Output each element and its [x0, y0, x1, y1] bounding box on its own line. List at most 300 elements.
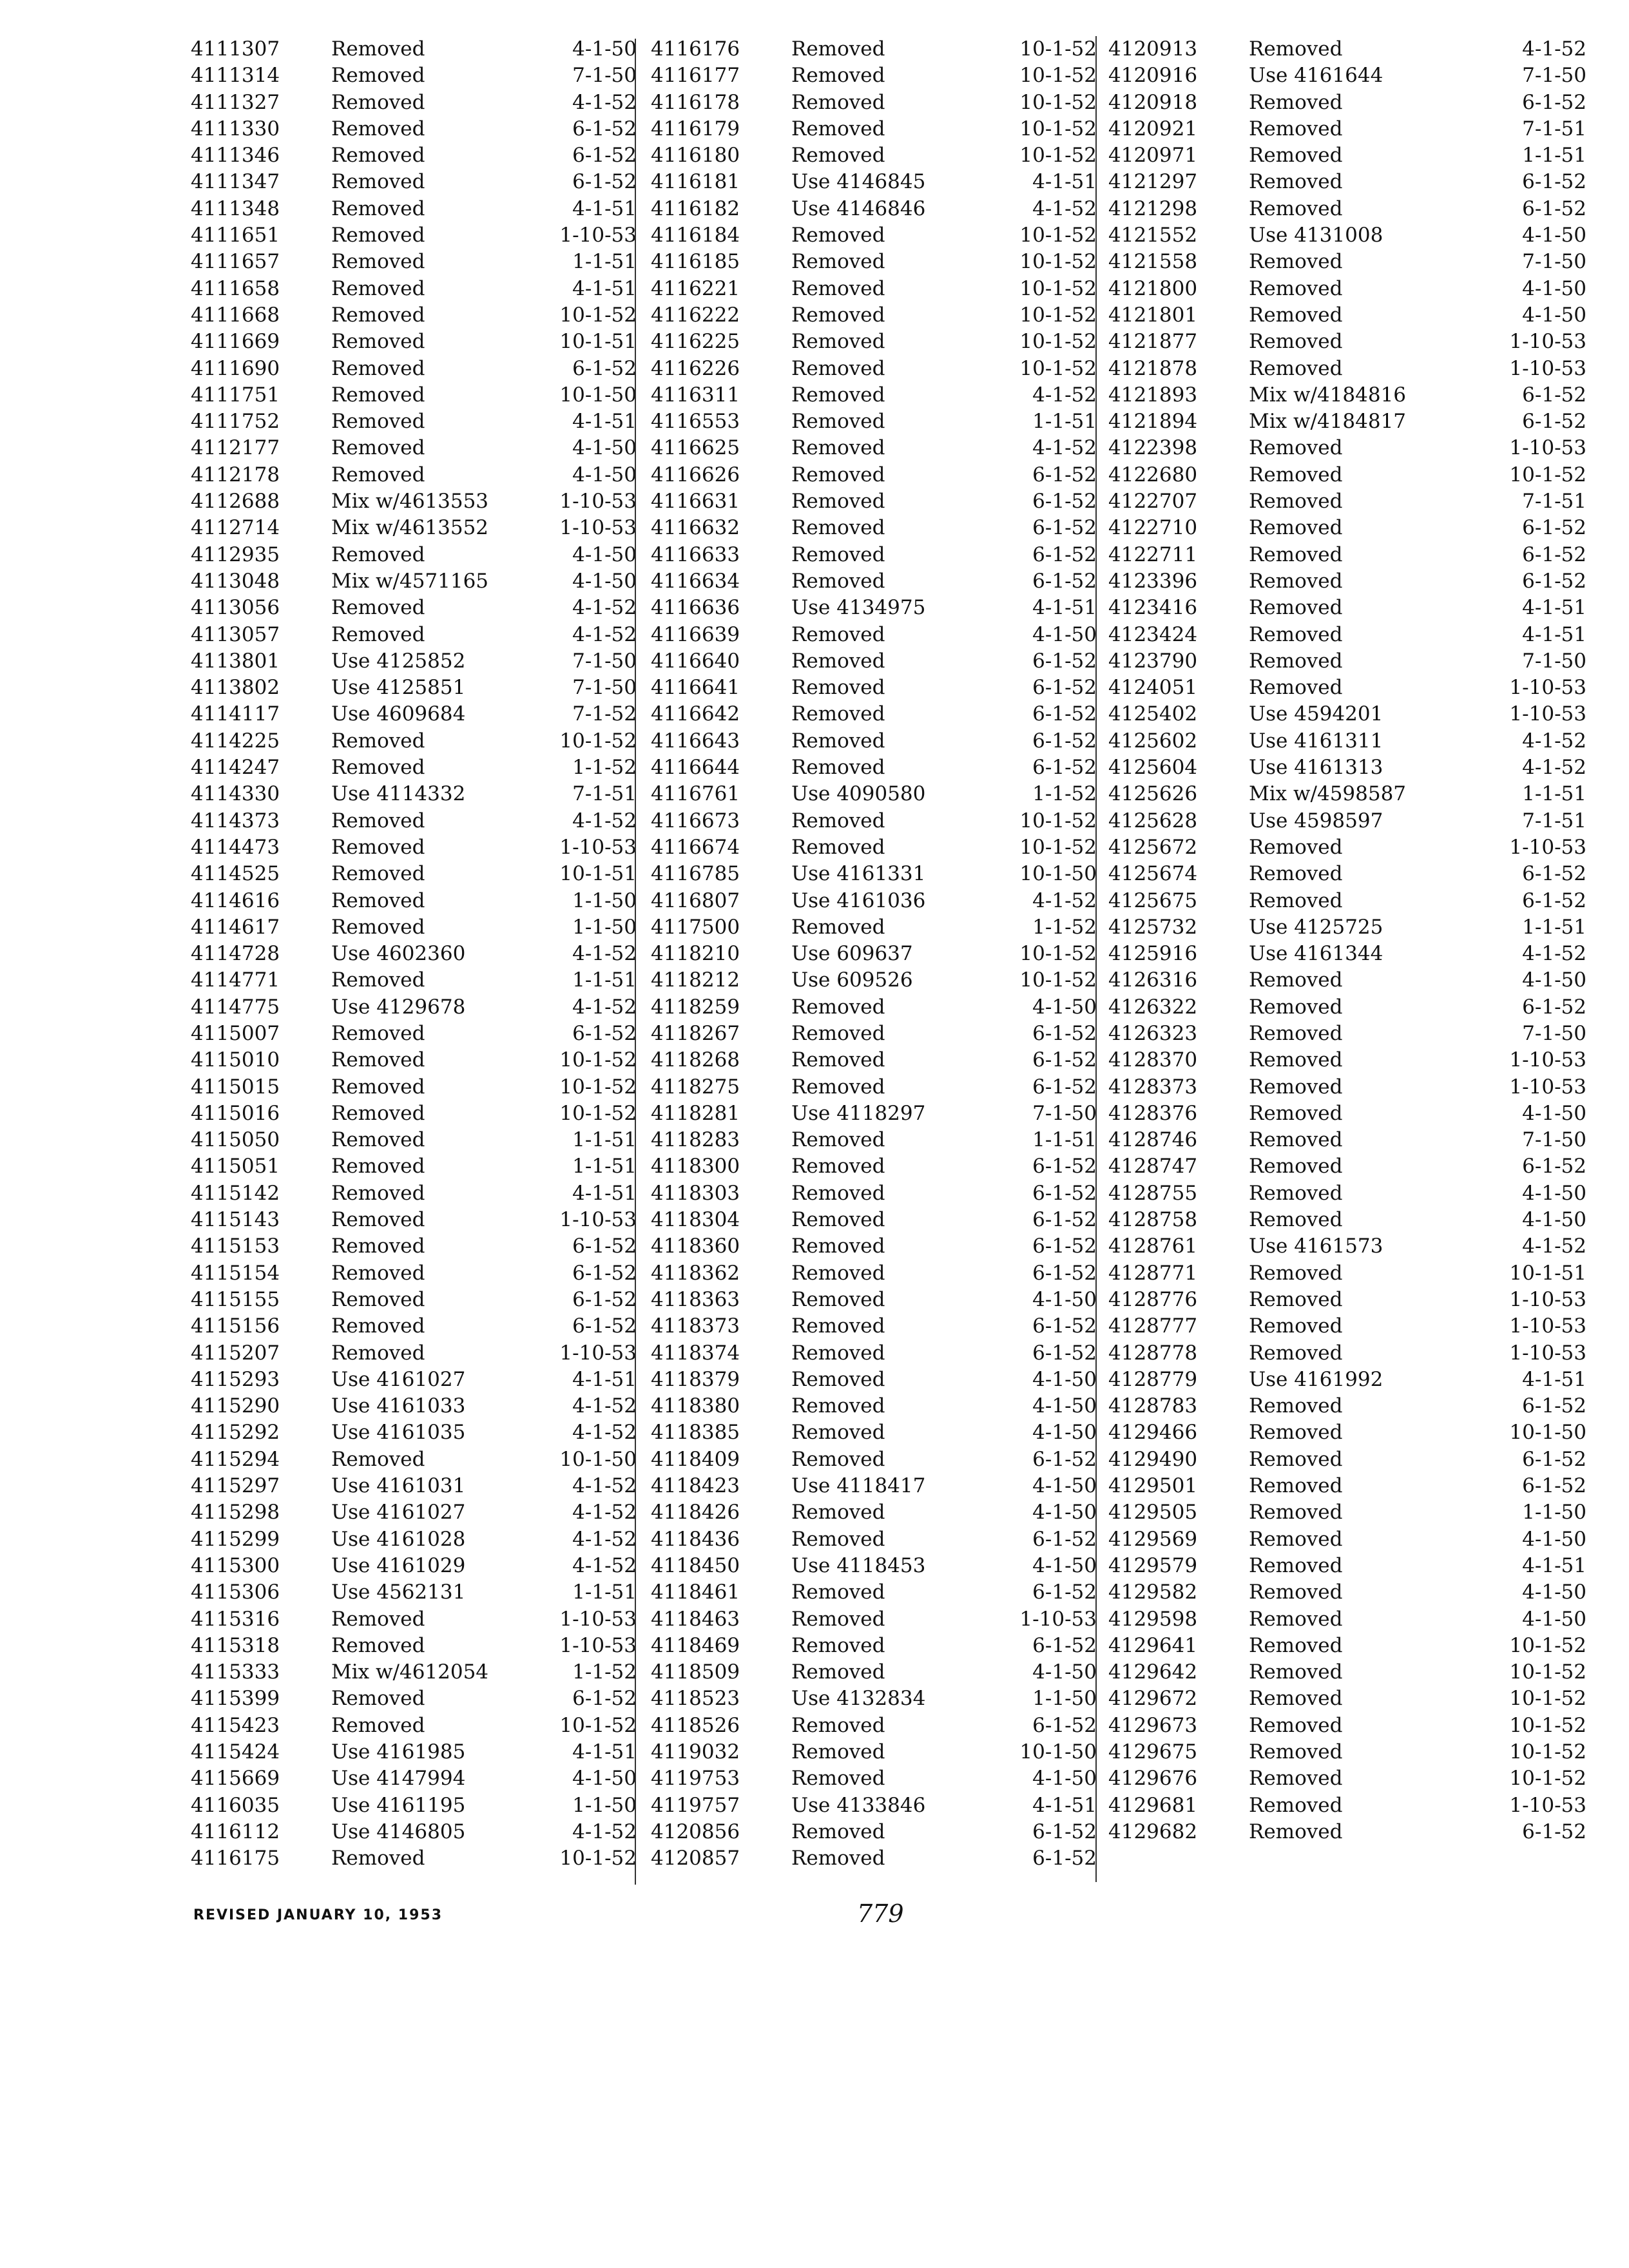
action: Removed — [791, 835, 885, 859]
table-row — [651, 116, 1115, 142]
table-row — [651, 1659, 1115, 1686]
table-row — [191, 90, 655, 116]
effective-date: 4-1-52 — [1032, 383, 1097, 407]
effective-date: 6-1-52 — [572, 1261, 637, 1285]
part-number: 4118267 — [651, 1021, 740, 1045]
table-row — [1108, 1713, 1586, 1739]
effective-date: 4-1-51 — [1032, 170, 1097, 194]
table-row — [1108, 116, 1586, 142]
action: Removed — [331, 1155, 425, 1178]
effective-date: 6-1-52 — [1522, 1820, 1586, 1843]
effective-date: 6-1-52 — [572, 1235, 637, 1258]
part-number: 4118210 — [651, 942, 740, 966]
table-row — [1108, 222, 1586, 249]
table-row — [191, 249, 655, 275]
effective-date: 6-1-52 — [1522, 1447, 1586, 1471]
table-row — [651, 1553, 1115, 1579]
effective-date: 1-10-53 — [1509, 1341, 1586, 1365]
part-number: 4129676 — [1108, 1767, 1198, 1791]
table-row — [651, 675, 1115, 701]
table-row — [651, 169, 1115, 195]
action: Removed — [791, 490, 885, 514]
effective-date: 6-1-52 — [1522, 1394, 1586, 1418]
effective-date: 1-1-51 — [572, 1128, 637, 1152]
part-number: 4129579 — [1108, 1553, 1198, 1577]
action: Removed — [1249, 1181, 1343, 1205]
action: Use 4090580 — [791, 782, 926, 806]
part-number: 4116807 — [651, 889, 740, 912]
part-number: 4118259 — [651, 995, 740, 1019]
table-row — [651, 1074, 1115, 1100]
table-row — [1108, 1419, 1586, 1446]
action: Removed — [1249, 490, 1343, 514]
action: Use 4562131 — [331, 1581, 466, 1604]
part-number: 4118469 — [651, 1633, 740, 1657]
effective-date: 6-1-52 — [1032, 1447, 1097, 1471]
action: Removed — [1249, 1501, 1343, 1524]
action: Mix w/4571165 — [331, 569, 489, 593]
action: Removed — [1249, 1021, 1343, 1045]
part-number: 4116636 — [651, 596, 740, 620]
table-row — [1108, 1633, 1586, 1659]
part-number: 4115299 — [191, 1527, 280, 1551]
table-row — [191, 1127, 655, 1153]
part-number: 4125674 — [1108, 862, 1198, 886]
table-row — [1108, 542, 1586, 568]
effective-date: 1-1-50 — [1522, 1501, 1586, 1524]
part-number: 4116311 — [651, 383, 740, 407]
part-number: 4128761 — [1108, 1235, 1198, 1258]
part-number: 4117500 — [651, 915, 740, 939]
table-row — [651, 90, 1115, 116]
effective-date: 4-1-50 — [1032, 1767, 1097, 1791]
part-number: 4111307 — [191, 37, 280, 61]
effective-date: 6-1-52 — [1032, 1581, 1097, 1604]
effective-date: 6-1-52 — [1032, 1048, 1097, 1072]
part-number: 4116178 — [651, 90, 740, 114]
action: Removed — [331, 90, 425, 114]
part-number: 4129501 — [1108, 1474, 1198, 1498]
effective-date: 4-1-52 — [1522, 756, 1586, 780]
table-row — [191, 408, 655, 435]
table-row — [191, 781, 655, 807]
effective-date: 1-10-53 — [1509, 1048, 1586, 1072]
effective-date: 6-1-52 — [1032, 1235, 1097, 1258]
table-row — [191, 675, 655, 701]
table-row — [191, 515, 655, 541]
part-number: 4116175 — [191, 1847, 280, 1870]
part-number: 4122711 — [1108, 543, 1198, 566]
table-row — [651, 994, 1115, 1021]
effective-date: 10-1-52 — [1019, 330, 1097, 354]
part-number: 4125402 — [1108, 702, 1198, 726]
part-number: 4118463 — [651, 1607, 740, 1631]
part-number: 4128758 — [1108, 1208, 1198, 1232]
action: Use 609526 — [791, 968, 913, 992]
table-row — [1108, 1499, 1586, 1526]
part-number: 4129681 — [1108, 1793, 1198, 1817]
table-row — [651, 36, 1115, 62]
part-number: 4125732 — [1108, 915, 1198, 939]
effective-date: 6-1-52 — [1032, 516, 1097, 540]
effective-date: 4-1-51 — [572, 1181, 637, 1205]
part-number: 4118303 — [651, 1181, 740, 1205]
table-row — [191, 834, 655, 861]
table-row — [1108, 1100, 1586, 1127]
table-row — [1108, 595, 1586, 621]
effective-date: 4-1-50 — [1522, 1101, 1586, 1125]
effective-date: 1-1-52 — [1032, 782, 1097, 806]
effective-date: 4-1-51 — [1522, 1553, 1586, 1577]
action: Removed — [331, 862, 425, 886]
effective-date: 10-1-52 — [559, 1048, 637, 1072]
table-row — [191, 142, 655, 169]
action: Removed — [331, 809, 425, 832]
part-number: 4116184 — [651, 224, 740, 247]
part-number: 4129505 — [1108, 1501, 1198, 1524]
table-row — [651, 701, 1115, 727]
revision-date: REVISED JANUARY 10, 1953 — [193, 1907, 443, 1923]
table-row — [191, 1739, 655, 1765]
action: Use 4129678 — [331, 995, 466, 1019]
table-row — [651, 1207, 1115, 1233]
effective-date: 4-1-50 — [1522, 303, 1586, 327]
part-number: 4124051 — [1108, 676, 1198, 700]
effective-date: 10-1-50 — [1509, 1421, 1586, 1445]
part-number: 4120857 — [651, 1847, 740, 1870]
table-row — [651, 62, 1115, 89]
table-row — [651, 568, 1115, 595]
action: Removed — [791, 1048, 885, 1072]
action: Removed — [791, 330, 885, 354]
table-row — [1108, 1367, 1586, 1393]
action: Use 4161992 — [1249, 1367, 1383, 1391]
part-number: 4119032 — [651, 1740, 740, 1763]
effective-date: 10-1-52 — [1019, 117, 1097, 140]
table-row — [1108, 1606, 1586, 1633]
part-number: 4115015 — [191, 1075, 280, 1099]
table-row — [1108, 967, 1586, 994]
part-number: 4121297 — [1108, 170, 1198, 194]
action: Use 609637 — [791, 942, 913, 966]
effective-date: 10-1-50 — [559, 1447, 637, 1471]
effective-date: 6-1-52 — [572, 117, 637, 140]
table-row — [191, 914, 655, 941]
action: Removed — [331, 1287, 425, 1311]
table-row — [1108, 1207, 1586, 1233]
effective-date: 10-1-50 — [1019, 1740, 1097, 1763]
effective-date: 10-1-51 — [559, 330, 637, 354]
effective-date: 4-1-52 — [572, 622, 637, 646]
part-number: 4115294 — [191, 1447, 280, 1471]
effective-date: 6-1-52 — [1522, 1155, 1586, 1178]
table-row — [651, 382, 1115, 408]
action: Removed — [331, 1235, 425, 1258]
table-row — [1108, 1553, 1586, 1579]
table-row — [651, 1127, 1115, 1153]
effective-date: 1-10-53 — [1509, 676, 1586, 700]
effective-date: 4-1-50 — [572, 1767, 637, 1791]
action: Use 4118297 — [791, 1101, 926, 1125]
part-number: 4116631 — [651, 490, 740, 514]
effective-date: 1-1-51 — [572, 250, 637, 274]
action: Use 4598597 — [1249, 809, 1383, 832]
table-row — [651, 622, 1115, 648]
effective-date: 1-1-51 — [1522, 782, 1586, 806]
part-number: 4116761 — [651, 782, 740, 806]
table-row — [651, 1287, 1115, 1313]
effective-date: 6-1-52 — [572, 1687, 637, 1711]
action: Removed — [331, 276, 425, 300]
action: Removed — [331, 596, 425, 620]
table-row — [1108, 914, 1586, 941]
part-number: 4123790 — [1108, 649, 1198, 673]
action: Use 4131008 — [1249, 224, 1383, 247]
table-row — [191, 329, 655, 355]
part-number: 4113057 — [191, 622, 280, 646]
effective-date: 6-1-52 — [1032, 1314, 1097, 1338]
effective-date: 6-1-52 — [1522, 862, 1586, 886]
action: Removed — [331, 170, 425, 194]
action: Mix w/4184816 — [1249, 383, 1407, 407]
table-row — [1108, 90, 1586, 116]
effective-date: 4-1-51 — [1032, 596, 1097, 620]
effective-date: 6-1-52 — [1032, 676, 1097, 700]
effective-date: 10-1-52 — [1019, 224, 1097, 247]
effective-date: 10-1-52 — [1509, 1633, 1586, 1657]
part-number: 4116632 — [651, 516, 740, 540]
table-row — [191, 701, 655, 727]
effective-date: 6-1-52 — [1522, 383, 1586, 407]
action: Use 4161195 — [331, 1793, 466, 1817]
effective-date: 4-1-50 — [1522, 276, 1586, 300]
part-number: 4118423 — [651, 1474, 740, 1498]
part-number: 4128376 — [1108, 1101, 1198, 1125]
effective-date: 1-10-53 — [559, 490, 637, 514]
table-row — [1108, 249, 1586, 275]
effective-date: 4-1-52 — [572, 596, 637, 620]
part-number: 4126323 — [1108, 1021, 1198, 1045]
effective-date: 6-1-52 — [1522, 995, 1586, 1019]
part-number: 4119753 — [651, 1767, 740, 1791]
action: Removed — [791, 1633, 885, 1657]
effective-date: 1-10-53 — [1509, 1075, 1586, 1099]
action: Removed — [791, 37, 885, 61]
part-number: 4121894 — [1108, 410, 1198, 434]
table-row — [651, 1153, 1115, 1180]
part-number: 4125602 — [1108, 729, 1198, 753]
part-number: 4116644 — [651, 756, 740, 780]
table-row — [191, 861, 655, 887]
action: Use 4125851 — [331, 676, 466, 700]
action: Removed — [791, 303, 885, 327]
part-number: 4113048 — [191, 569, 280, 593]
action: Use 4609684 — [331, 702, 466, 726]
action: Removed — [791, 1767, 885, 1791]
effective-date: 1-10-53 — [559, 1633, 637, 1657]
table-row — [191, 276, 655, 302]
effective-date: 1-10-53 — [559, 516, 637, 540]
action: Mix w/4613552 — [331, 516, 489, 540]
table-row — [1108, 1579, 1586, 1606]
table-row — [651, 329, 1115, 355]
action: Removed — [331, 729, 425, 753]
part-number: 4114617 — [191, 915, 280, 939]
effective-date: 4-1-50 — [1032, 1421, 1097, 1445]
table-row — [1108, 1313, 1586, 1340]
part-number: 4129466 — [1108, 1421, 1198, 1445]
part-number: 4118436 — [651, 1527, 740, 1551]
effective-date: 1-1-52 — [572, 1660, 637, 1684]
table-row — [191, 1526, 655, 1553]
table-row — [191, 222, 655, 249]
effective-date: 4-1-52 — [572, 1421, 637, 1445]
effective-date: 7-1-51 — [1522, 117, 1586, 140]
part-number: 4123424 — [1108, 622, 1198, 646]
table-row — [651, 888, 1115, 914]
table-row — [1108, 329, 1586, 355]
part-number: 4116641 — [651, 676, 740, 700]
effective-date: 1-1-52 — [572, 756, 637, 780]
part-number: 4118409 — [651, 1447, 740, 1471]
part-number: 4128778 — [1108, 1341, 1198, 1365]
action: Removed — [791, 1208, 885, 1232]
part-number: 4111657 — [191, 250, 280, 274]
action: Removed — [791, 729, 885, 753]
action: Removed — [791, 276, 885, 300]
effective-date: 1-10-53 — [1509, 835, 1586, 859]
part-number: 4115050 — [191, 1128, 280, 1152]
parts-column-3 — [1108, 36, 1586, 1845]
table-row — [651, 1633, 1115, 1659]
table-row — [191, 728, 655, 754]
action: Removed — [1249, 649, 1343, 673]
part-number: 4111668 — [191, 303, 280, 327]
action: Removed — [331, 1314, 425, 1338]
effective-date: 6-1-52 — [572, 144, 637, 168]
table-row — [1108, 382, 1586, 408]
action: Removed — [1249, 1793, 1343, 1817]
action: Removed — [1249, 862, 1343, 886]
part-number: 4115424 — [191, 1740, 280, 1763]
action: Removed — [1249, 676, 1343, 700]
action: Removed — [791, 224, 885, 247]
table-row — [1108, 568, 1586, 595]
action: Use 4161027 — [331, 1501, 466, 1524]
effective-date: 4-1-50 — [1522, 1208, 1586, 1232]
action: Removed — [1249, 835, 1343, 859]
action: Removed — [331, 64, 425, 88]
table-row — [191, 568, 655, 595]
action: Removed — [1249, 1553, 1343, 1577]
part-number: 4111751 — [191, 383, 280, 407]
table-row — [191, 382, 655, 408]
table-row — [191, 994, 655, 1021]
effective-date: 10-1-52 — [1019, 835, 1097, 859]
action: Use 4161027 — [331, 1367, 466, 1391]
table-row — [1108, 781, 1586, 807]
part-number: 4114525 — [191, 862, 280, 886]
part-number: 4128746 — [1108, 1128, 1198, 1152]
action: Removed — [791, 1128, 885, 1152]
effective-date: 4-1-51 — [572, 276, 637, 300]
table-row — [191, 1393, 655, 1419]
table-row — [651, 488, 1115, 515]
effective-date: 10-1-51 — [559, 862, 637, 886]
action: Removed — [331, 1447, 425, 1471]
table-row — [651, 967, 1115, 994]
effective-date: 4-1-52 — [1032, 436, 1097, 460]
part-number: 4118379 — [651, 1367, 740, 1391]
table-row — [191, 754, 655, 781]
part-number: 4112714 — [191, 516, 280, 540]
effective-date: 7-1-50 — [1032, 1101, 1097, 1125]
effective-date: 4-1-50 — [572, 37, 637, 61]
action: Removed — [791, 1314, 885, 1338]
action: Removed — [331, 250, 425, 274]
action: Removed — [1249, 889, 1343, 912]
effective-date: 6-1-52 — [1522, 410, 1586, 434]
effective-date: 6-1-52 — [1522, 90, 1586, 114]
effective-date: 10-1-52 — [1019, 144, 1097, 168]
action: Removed — [1249, 1740, 1343, 1763]
table-row — [1108, 675, 1586, 701]
action: Use 4146805 — [331, 1820, 466, 1843]
effective-date: 10-1-52 — [559, 1847, 637, 1870]
action: Removed — [1249, 356, 1343, 380]
action: Use 4161573 — [1249, 1235, 1383, 1258]
part-number: 4128777 — [1108, 1314, 1198, 1338]
part-number: 4111314 — [191, 64, 280, 88]
effective-date: 6-1-52 — [1032, 1261, 1097, 1285]
part-number: 4116626 — [651, 463, 740, 486]
effective-date: 4-1-52 — [572, 1553, 637, 1577]
table-row — [1108, 488, 1586, 515]
effective-date: 1-10-53 — [559, 1607, 637, 1631]
table-row — [651, 1739, 1115, 1765]
table-row — [191, 808, 655, 834]
action: Removed — [331, 117, 425, 140]
action: Removed — [331, 835, 425, 859]
part-number: 4118385 — [651, 1421, 740, 1445]
effective-date: 10-1-52 — [559, 1713, 637, 1737]
part-number: 4118450 — [651, 1553, 740, 1577]
action: Removed — [1249, 1155, 1343, 1178]
part-number: 4129490 — [1108, 1447, 1198, 1471]
action: Removed — [1249, 569, 1343, 593]
effective-date: 7-1-51 — [1522, 809, 1586, 832]
effective-date: 1-10-53 — [1509, 1314, 1586, 1338]
part-number: 4122710 — [1108, 516, 1198, 540]
part-number: 4115333 — [191, 1660, 280, 1684]
effective-date: 1-10-53 — [559, 224, 637, 247]
table-row — [1108, 1260, 1586, 1287]
part-number: 4116180 — [651, 144, 740, 168]
action: Removed — [1249, 1048, 1343, 1072]
action: Removed — [331, 1208, 425, 1232]
table-row — [651, 302, 1115, 329]
effective-date: 10-1-52 — [1509, 1767, 1586, 1791]
table-row — [1108, 1340, 1586, 1367]
table-row — [1108, 1819, 1586, 1845]
effective-date: 4-1-52 — [572, 809, 637, 832]
action: Use 4147994 — [331, 1767, 466, 1791]
table-row — [1108, 169, 1586, 195]
part-number: 4111327 — [191, 90, 280, 114]
table-row — [651, 1606, 1115, 1633]
effective-date: 4-1-52 — [572, 1820, 637, 1843]
part-number: 4114728 — [191, 942, 280, 966]
